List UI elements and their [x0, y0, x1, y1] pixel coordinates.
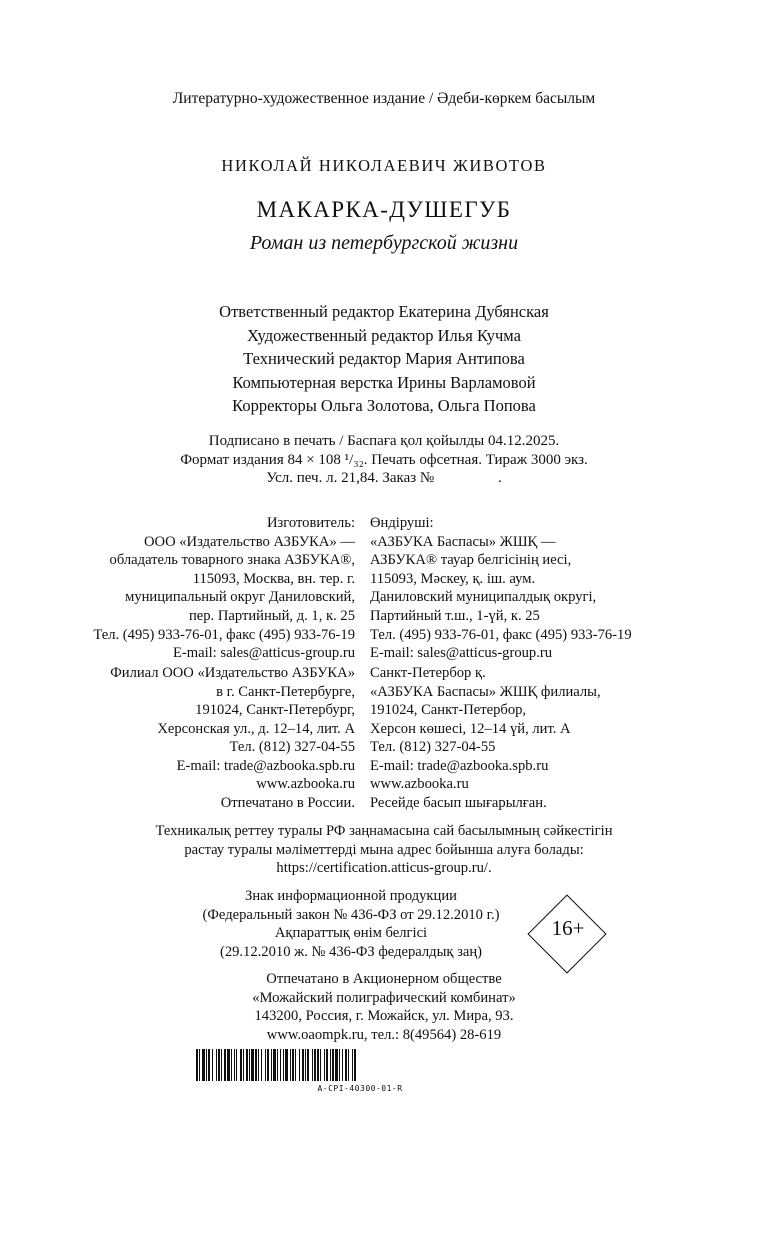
printer-line: Отпечатано в Акционерном обществе — [266, 971, 502, 987]
branch-kz-line: Санкт-Петербор қ. — [370, 665, 486, 681]
credit-line: Корректоры Ольга Золотова, Ольга Попова — [232, 396, 536, 415]
branch-kz — [370, 664, 601, 776]
manufacturer-kz-email: E-mail: sales@atticus-group.ru — [370, 645, 553, 662]
sign-line: Знак информационной продукции — [245, 888, 457, 904]
author-name: НИКОЛАЙ НИКОЛАЕВИЧ ЖИВОТОВ — [221, 156, 547, 175]
age-rating-label: 16+ — [551, 916, 585, 940]
manufacturer-ru-line: Изготовитель: — [266, 515, 355, 531]
branch-ru-line: Тел. (812) 327-04-55 — [229, 739, 355, 756]
certification-line: Техникалық реттеу туралы РФ заңнамасына сай басылымның сәйкестігін — [155, 823, 613, 839]
manufacturer-ru-line: муниципальный округ Даниловский, — [125, 589, 355, 606]
branch-ru-line: в г. Санкт-Петербурге, — [216, 683, 355, 700]
credit-line: Компьютерная верстка Ирины Варламовой — [232, 372, 536, 392]
edition-type-label: Литературно-художественное издание / Әдеби-көркем басылым — [172, 90, 596, 107]
credit-line: Художественный редактор Илья Кучма — [247, 325, 521, 345]
print-detail-line: Усл. печ. л. 21,84. Заказ № . — [266, 470, 502, 486]
manufacturer-ru-line: обладатель товарного знака АЗБУКА®, — [109, 552, 355, 569]
manufacturer-ru-line: 115093, Москва, вн. тер. г. — [192, 570, 355, 587]
manufacturer-kz-line: Даниловский муниципалдық округі, — [370, 589, 597, 606]
branch-kz-line: Херсон көшесі, 12–14 үй, лит. А — [370, 720, 571, 737]
barcode-bars — [196, 1049, 524, 1081]
branch-ru-email: E-mail: trade@azbooka.spb.ru — [176, 757, 355, 774]
print-details — [0, 432, 768, 488]
printer-line: 143200, Россия, г. Можайск, ул. Мира, 93. — [254, 1008, 514, 1025]
branch-kz-line: 191024, Санкт-Петербор, — [370, 702, 527, 719]
manufacturer-ru-line: Тел. (495) 933-76-01, факс (495) 933-76-19 — [93, 626, 355, 643]
manufacturer-kz-line: Өндіруші: — [370, 515, 434, 531]
branch-ru — [110, 664, 355, 776]
website-link: www.azbooka.ru — [256, 776, 355, 792]
printer-line: «Можайский полиграфический комбинат» — [252, 989, 516, 1006]
certification-url: https://certification.atticus-group.ru/. — [276, 860, 492, 877]
manufacturer-ru-line: ООО «Издательство АЗБУКА» — — [143, 533, 355, 550]
branch-ru-line: Филиал ООО «Издательство АЗБУКА» — [110, 665, 355, 681]
manufacturer-ru-email: E-mail: sales@atticus-group.ru — [172, 645, 355, 662]
sign-line: Ақпараттық өнім белгісі — [274, 925, 428, 942]
web-kz — [370, 775, 547, 812]
manufacturer-kz — [370, 514, 632, 663]
manufacturer-kz-line: Тел. (495) 933-76-01, факс (495) 933-76-19 — [370, 626, 632, 643]
branch-ru-line: Херсонская ул., д. 12–14, лит. А — [157, 720, 355, 737]
print-detail-line: Формат издания 84 × 108 ¹/₃₂. Печать офсетная. Тираж 3000 экз. — [180, 451, 588, 468]
printer-contact: www.oaompk.ru, тел.: 8(49564) 28-619 — [266, 1026, 502, 1043]
sign-line: (Федеральный закон № 436-ФЗ от 29.12.2010 г.) — [202, 906, 500, 923]
credit-line: Ответственный редактор Екатерина Дубянская — [219, 302, 549, 321]
barcode-bar — [356, 1049, 357, 1081]
printer-info — [0, 970, 768, 1044]
manufacturer-kz-line: «АЗБУКА Баспасы» ЖШҚ — — [370, 533, 556, 550]
certification-line: растау туралы мәліметтерді мына адрес бойынша алуға болады: — [184, 841, 584, 858]
age-rating-badge — [526, 893, 610, 977]
print-detail-line: Подписано в печать / Баспаға қол қойылды 04.12.2025. — [208, 433, 560, 449]
barcode-code: A-CPI-40300-01-R — [317, 1084, 403, 1093]
credit-line: Технический редактор Мария Антипова — [243, 349, 525, 368]
editorial-credits — [0, 300, 768, 418]
barcode — [196, 1049, 524, 1093]
printed-in-note: Ресейде басып шығарылған. — [370, 794, 547, 811]
information-product-sign — [180, 887, 522, 961]
manufacturer-kz-line: АЗБУКА® тауар белгісінің иесі, — [370, 552, 572, 569]
sign-line: (29.12.2010 ж. № 436-ФЗ федералдық заң) — [219, 943, 483, 960]
website-link: www.azbooka.ru — [370, 776, 469, 792]
branch-ru-line: 191024, Санкт-Петербург, — [195, 702, 355, 719]
certification-note — [0, 822, 768, 878]
book-title: МАКАРКА-ДУШЕГУБ — [256, 197, 512, 222]
book-subtitle: Роман из петербургской жизни — [249, 232, 519, 254]
branch-kz-line: Тел. (812) 327-04-55 — [370, 739, 496, 756]
manufacturer-ru-line: пер. Партийный, д. 1, к. 25 — [188, 607, 355, 624]
manufacturer-kz-line: Партийный т.ш., 1-үй, к. 25 — [370, 607, 540, 624]
branch-kz-email: E-mail: trade@azbooka.spb.ru — [370, 757, 549, 774]
branch-kz-line: «АЗБУКА Баспасы» ЖШҚ филиалы, — [370, 683, 601, 700]
printed-in-note: Отпечатано в России. — [220, 794, 355, 811]
manufacturer-kz-line: 115093, Мәскеу, қ. іш. аум. — [370, 570, 536, 587]
web-ru — [221, 775, 355, 812]
manufacturer-ru — [93, 514, 355, 663]
